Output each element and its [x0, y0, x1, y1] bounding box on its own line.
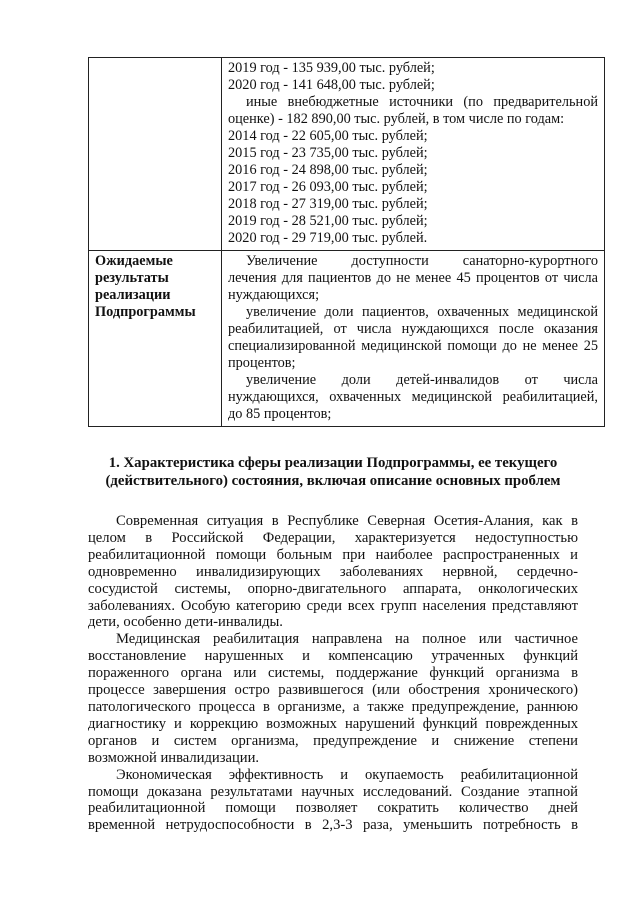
result-line: специализированной медицинской помощи до не менее 25 [228, 338, 598, 354]
funding-line: 2014 год - 22 605,00 тыс. рублей; [228, 128, 428, 144]
result-line: лечения для пациентов до не менее 45 процентов от числа [228, 270, 598, 286]
paragraph [88, 631, 578, 766]
result-line: увеличение доли детей-инвалидов от числа [246, 372, 598, 388]
subprogram-passport-table [88, 57, 605, 427]
section-heading [88, 454, 578, 490]
paragraph-line: одновременно инвалидизирующих заболеваниях нервной, сердечно- [88, 563, 578, 580]
paragraph-line: реабилитационной помощи больным при наиболее распространенных и [88, 546, 578, 563]
result-line: процентов; [228, 355, 296, 371]
funding-line: 2020 год - 29 719,00 тыс. рублей. [228, 230, 428, 246]
funding-line: 2019 год - 28 521,00 тыс. рублей; [228, 213, 428, 229]
funding-line: оценке) - 182 890,00 тыс. рублей, в том числе по годам: [228, 111, 565, 127]
paragraph-line: патологического процесса в организме, а также предупреждение, раннюю [88, 698, 578, 715]
paragraph-line: процессе завершения остро развившегося (или обострения хронического) [88, 682, 578, 699]
result-line: до 85 процентов; [228, 406, 332, 422]
funding-cell [222, 58, 605, 251]
section-heading-line: (действительного) состояния, включая описание основных проблем [105, 473, 561, 489]
paragraph-line: Современная ситуация в Республике Северная Осетия-Алания, как в [116, 513, 578, 529]
result-line: нуждающихся; [228, 287, 320, 303]
result-line: реабилитацией, от числа нуждающихся после оказания [228, 321, 598, 337]
table-row [89, 58, 605, 251]
expected-results-label: Ожидаемые результаты реализации Подпрограммы [89, 251, 222, 427]
funding-line: 2018 год - 27 319,00 тыс. рублей; [228, 196, 428, 212]
funding-line: 2017 год - 26 093,00 тыс. рублей; [228, 179, 428, 195]
paragraph-line: сосудистой системы, опорно-двигательного аппарата, онкологических [88, 580, 578, 597]
paragraph-line: возможной инвалидизации. [88, 749, 260, 766]
paragraph [88, 513, 578, 631]
paragraph-line: дети, особенно дети-инвалиды. [88, 614, 283, 631]
paragraph-line: реабилитационной помощи позволяет сократить количество дней [88, 800, 578, 817]
result-line: Увеличение доступности санаторно-курортного [246, 253, 598, 269]
result-line: нуждающихся, охваченных медицинской реабилитацией, [228, 389, 598, 405]
paragraph-line: диагностику и коррекцию возможных нарушений функций поврежденных [88, 715, 578, 732]
funding-line: 2020 год - 141 648,00 тыс. рублей; [228, 77, 435, 93]
result-line: увеличение доли пациентов, охваченных медицинской [246, 304, 598, 320]
section-body [88, 513, 578, 834]
paragraph-line: временной нетрудоспособности в 2,3-3 раза, уменьшить потребность в [88, 817, 578, 834]
table-label-cell [89, 58, 222, 251]
funding-line: 2016 год - 24 898,00 тыс. рублей; [228, 162, 428, 178]
paragraph-line: Медицинская реабилитация направлена на полное или частичное [116, 631, 578, 648]
paragraph-line: заболеваниях. Особую категорию среди всех групп населения представляют [88, 597, 578, 614]
paragraph [88, 767, 578, 835]
funding-line: 2019 год - 135 939,00 тыс. рублей; [228, 60, 435, 76]
table-row [89, 251, 605, 427]
expected-results-cell [222, 251, 605, 427]
funding-line: иные внебюджетные источники (по предварительной [246, 94, 598, 110]
paragraph-line: восстановление нарушенных и компенсацию утраченных функций [88, 648, 578, 665]
paragraph-line: Экономическая эффективность и окупаемость реабилитационной [116, 766, 578, 783]
paragraph-line: органов и систем организма, предупреждение и снижение степени [88, 732, 578, 749]
section-heading-line: 1. Характеристика сферы реализации Подпрограммы, ее текущего [108, 455, 558, 471]
funding-line: 2015 год - 23 735,00 тыс. рублей; [228, 145, 428, 161]
paragraph-line: целом в Российской Федерации, характеризуется недоступностью [88, 529, 578, 546]
paragraph-line: пораженного органа или системы, поддержание функций организма в [88, 665, 578, 682]
paragraph-line: помощи доказана результатами научных исследований. Создание этапной [88, 783, 578, 800]
